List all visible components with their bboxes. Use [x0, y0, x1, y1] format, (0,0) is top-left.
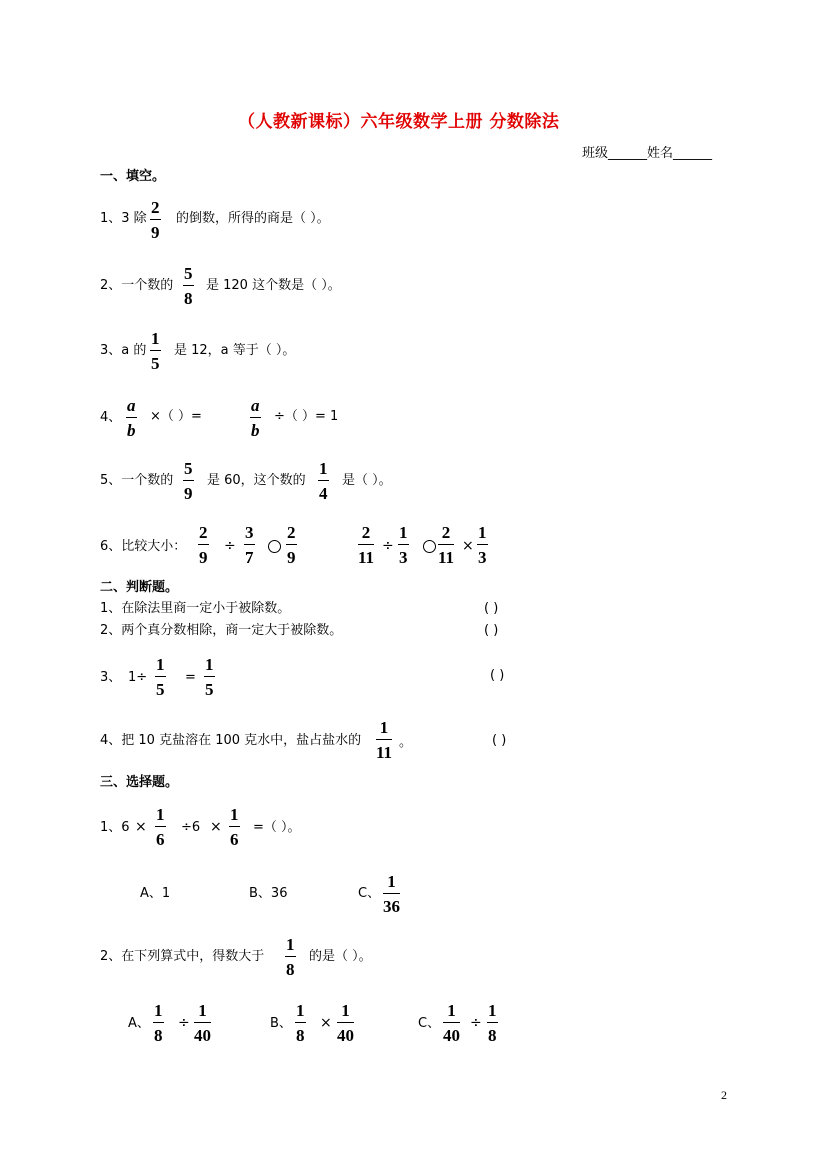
numerator: 1	[341, 1001, 350, 1020]
denominator: 8	[286, 960, 295, 979]
choice-q1-fraction-2	[229, 806, 240, 848]
numerator: a	[127, 396, 136, 415]
denominator: 36	[383, 897, 400, 916]
choice-q1-option-b[interactable]: B、36	[249, 886, 288, 901]
choice-q2-fraction	[285, 936, 296, 978]
divide-sign: ÷	[470, 1015, 482, 1031]
denominator: 8	[296, 1026, 305, 1045]
judge-q1-answer[interactable]: ( )	[484, 601, 499, 616]
denominator: 3	[399, 548, 408, 567]
denominator: 5	[205, 680, 214, 699]
choice-q2-option-b-fraction-2	[337, 1002, 354, 1044]
numerator: a	[251, 396, 260, 415]
choice-q1-option-c-label[interactable]: C、	[358, 886, 381, 901]
fill-q4-mid-2: ÷（ ）= 1	[274, 409, 339, 424]
choice-q1-pre: 1、6	[100, 820, 130, 835]
numerator: 2	[151, 198, 160, 217]
fill-q4-fraction-2	[250, 397, 261, 439]
fill-q3-pre: 3、a 的	[100, 343, 147, 358]
equals-sign: =	[185, 670, 196, 685]
numerator: 1	[198, 1001, 207, 1020]
fill-q3-post: 是 12，a 等于（ ）。	[174, 343, 296, 358]
judge-q3-fraction-1	[155, 656, 166, 698]
section-choice-heading: 三、选择题。	[100, 775, 179, 790]
numerator: 1	[205, 655, 214, 674]
judge-q4-answer[interactable]: ( )	[492, 733, 507, 748]
denominator: 40	[194, 1026, 211, 1045]
fill-q6-pre: 6、比较大小：	[100, 539, 187, 554]
divide-sign: ÷	[224, 538, 236, 554]
denominator: 8	[184, 289, 193, 308]
numerator: 5	[184, 264, 193, 283]
fill-q5-fraction-1	[183, 460, 194, 502]
numerator: 3	[245, 523, 254, 542]
choice-q2-option-a-label[interactable]: A、	[128, 1016, 150, 1031]
fill-q2-fraction	[183, 265, 194, 307]
choice-q1-option-c-fraction	[383, 873, 400, 915]
choice-q2-option-a-fraction-1	[153, 1002, 164, 1044]
fill-q2-post: 是 120 这个数是（ ）。	[206, 278, 341, 293]
choice-q2-option-a-fraction-2	[194, 1002, 211, 1044]
denominator: 9	[184, 484, 193, 503]
denominator: b	[127, 421, 136, 440]
numerator: 2	[199, 523, 208, 542]
fill-q5-mid: 是 60，这个数的	[207, 473, 306, 488]
compare-circle-right[interactable]	[423, 540, 436, 553]
class-name-line: 班级______姓名______	[582, 146, 713, 161]
denominator: b	[251, 421, 260, 440]
judge-q3-fraction-2	[204, 656, 215, 698]
denominator: 11	[376, 743, 393, 762]
judge-q3-pre: 3、	[100, 670, 122, 685]
fill-q6-right-c	[438, 524, 454, 566]
numerator: 1	[447, 1001, 456, 1020]
multiply-sign: ×	[320, 1015, 332, 1031]
multiply-sign: ×	[462, 538, 474, 554]
fill-q6-left-c	[286, 524, 297, 566]
denominator: 40	[443, 1026, 460, 1045]
choice-q1-mid: ÷6	[181, 820, 201, 835]
fill-q6-right-b	[398, 524, 409, 566]
compare-circle-left[interactable]	[268, 540, 281, 553]
fill-q4-pre: 4、	[100, 410, 122, 425]
choice-q2-option-b-label[interactable]: B、	[270, 1016, 292, 1031]
fill-q4-mid-1: ×（ ）=	[150, 409, 202, 424]
choice-q1-fraction-1	[155, 806, 166, 848]
fill-q1-pre: 1、3 除	[100, 211, 147, 226]
fill-q5-fraction-2	[318, 460, 329, 502]
numerator: 1	[399, 523, 408, 542]
denominator: 5	[156, 680, 165, 699]
numerator: 2	[361, 523, 371, 542]
denominator: 4	[319, 484, 328, 503]
denominator: 11	[438, 548, 455, 567]
numerator: 1	[154, 1001, 163, 1020]
denominator: 9	[287, 548, 296, 567]
choice-q2-option-b-fraction-1	[295, 1002, 306, 1044]
fill-q1-fraction	[150, 199, 161, 241]
section-judge-heading: 二、判断题。	[100, 580, 179, 595]
judge-q3-answer[interactable]: ( )	[490, 668, 505, 683]
choice-q2-pre: 2、在下列算式中，得数大于	[100, 949, 265, 964]
numerator: 2	[441, 523, 451, 542]
numerator: 1	[478, 523, 487, 542]
denominator: 11	[358, 548, 375, 567]
denominator: 40	[337, 1026, 354, 1045]
judge-q4-post: 。	[399, 735, 413, 750]
denominator: 3	[478, 548, 487, 567]
choice-q2-option-c-fraction-2	[487, 1002, 498, 1044]
denominator: 7	[245, 548, 254, 567]
judge-q2-text: 2、两个真分数相除，商一定大于被除数。	[100, 623, 343, 638]
choice-q2-option-c-fraction-1	[443, 1002, 460, 1044]
multiply-sign: ×	[135, 819, 147, 835]
numerator: 1	[387, 872, 396, 891]
numerator: 5	[184, 459, 193, 478]
denominator: 9	[199, 548, 208, 567]
judge-q3-one-divide: 1÷	[128, 670, 148, 685]
fill-q5-pre: 5、一个数的	[100, 473, 174, 488]
denominator: 9	[151, 223, 160, 242]
denominator: 8	[154, 1026, 163, 1045]
fill-q5-post: 是（ ）。	[342, 473, 392, 488]
denominator: 6	[230, 830, 239, 849]
numerator: 1	[156, 655, 165, 674]
choice-q1-option-a[interactable]: A、1	[140, 886, 171, 901]
denominator: 5	[151, 354, 160, 373]
page-title: （人教新课标）六年级数学上册 分数除法	[238, 112, 560, 132]
choice-q2-option-c-label[interactable]: C、	[418, 1016, 441, 1031]
numerator: 1	[488, 1001, 497, 1020]
page-number: 2	[721, 1088, 727, 1102]
multiply-sign: ×	[210, 819, 222, 835]
judge-q2-answer[interactable]: ( )	[484, 623, 499, 638]
fill-q3-fraction	[150, 330, 161, 372]
divide-sign: ÷	[382, 538, 394, 554]
numerator: 1	[379, 718, 389, 737]
section-fill-heading: 一、填空。	[100, 169, 166, 184]
judge-q1-text: 1、在除法里商一定小于被除数。	[100, 601, 291, 616]
judge-q4-pre: 4、把 10 克盐溶在 100 克水中，盐占盐水的	[100, 733, 362, 748]
numerator: 1	[319, 459, 328, 478]
denominator: 6	[156, 830, 165, 849]
numerator: 1	[151, 329, 160, 348]
choice-q1-post: =（ ）。	[253, 820, 301, 835]
denominator: 8	[488, 1026, 497, 1045]
fill-q6-left-b	[244, 524, 255, 566]
fill-q6-left-a	[198, 524, 209, 566]
fill-q6-right-a	[358, 524, 374, 566]
fill-q4-fraction-1	[126, 397, 137, 439]
numerator: 1	[296, 1001, 305, 1020]
judge-q4-fraction	[376, 719, 392, 761]
numerator: 1	[286, 935, 295, 954]
numerator: 1	[230, 805, 239, 824]
fill-q1-post: 的倒数，所得的商是（ ）。	[176, 211, 330, 226]
fill-q6-right-d	[477, 524, 488, 566]
fill-q2-pre: 2、一个数的	[100, 278, 174, 293]
numerator: 2	[287, 523, 296, 542]
numerator: 1	[156, 805, 165, 824]
divide-sign: ÷	[178, 1015, 190, 1031]
choice-q2-post: 的是（ ）。	[309, 949, 372, 964]
